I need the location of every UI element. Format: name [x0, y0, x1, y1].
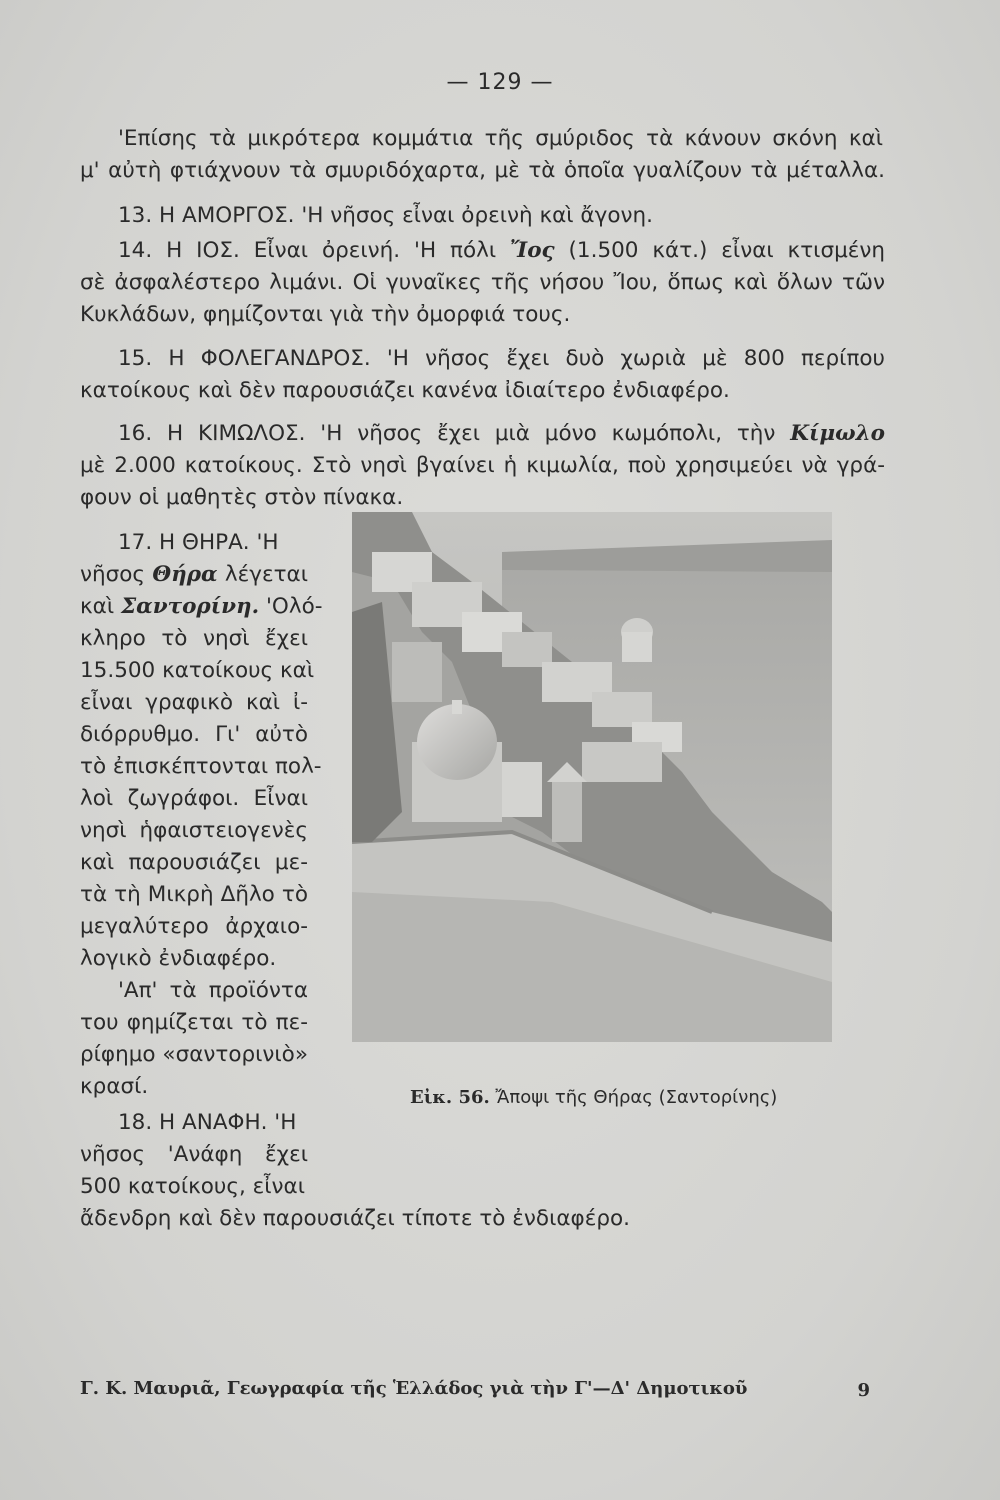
section-anafi-line: 18. Η ΑΝΑΦΗ. 'Η [118, 1110, 297, 1135]
santorini-photo-image [352, 512, 832, 1042]
text-line: καὶ Σαντορίνη. 'Ολό- [80, 594, 323, 619]
text-line: μ' αὐτὴ φτιάχνουν τὰ σμυριδόχαρτα, μὲ τὰ ὁποῖα γυαλίζουν τὰ μέταλλα. [80, 158, 885, 183]
text-line: ἄδενδρη καὶ δὲν παρουσιάζει τίποτε τὸ ἐνδιαφέρο. [80, 1206, 630, 1231]
page-number: — 129 — [446, 70, 554, 95]
text-line: ρίφημο «σαντορινιὸ» [80, 1042, 308, 1067]
sheet-number: 9 [857, 1380, 870, 1401]
text-line: μὲ 2.000 κατοίκους. Στὸ νησὶ βγαίνει ἡ κιμωλία, ποὺ χρησιμεύει νὰ γρά- [80, 453, 885, 478]
section-kimolos-line: 16. Η ΚΙΜΩΛΟΣ. 'Η νῆσος ἔχει μιὰ μόνο κωμόπολι, τὴν Κίμωλο [118, 421, 885, 446]
text-line: του φημίζεται τὸ πε- [80, 1010, 308, 1035]
text-line: 500 κατοίκους, εἶναι [80, 1174, 305, 1199]
santorini-photo [352, 512, 832, 1042]
text-line: σὲ ἀσφαλέστερο λιμάνι. Οἱ γυναῖκες τῆς νήσου Ἴου, ὅπως καὶ ὅλων τῶν [80, 270, 885, 295]
text-line: μεγαλύτερο ἀρχαιο- [80, 914, 308, 939]
section-amorgos: 13. Η ΑΜΟΡΓΟΣ. 'Η νῆσος εἶναι ὀρεινὴ καὶ ἄγονη. [118, 203, 653, 228]
figure-caption: Εἰκ. 56. Ἄποψι τῆς Θήρας (Σαντορίνης) [410, 1087, 778, 1108]
text-line: 'Επίσης τὰ μικρότερα κομμάτια τῆς σμύριδος τὰ κάνουν σκόνη καὶ [118, 126, 883, 151]
text-line: καὶ παρουσιάζει με- [80, 850, 308, 875]
section-ios-line: 14. Η ΙΟΣ. Εἶναι ὀρεινή. 'Η πόλι Ἴος (1.500 κάτ.) εἶναι κτισμένη [118, 238, 886, 263]
text-line: κρασί. [80, 1074, 149, 1099]
text-line: κατοίκους καὶ δὲν παρουσιάζει κανένα ἰδιαίτερο ἐνδιαφέρο. [80, 378, 730, 403]
text-line: τὸ ἐπισκέπτονται πολ- [80, 754, 322, 779]
section-thira-line: 17. Η ΘΗΡΑ. 'Η [118, 530, 279, 555]
text-line: κληρο τὸ νησὶ ἔχει [80, 626, 308, 651]
text-line: εἶναι γραφικὸ καὶ ἰ- [80, 690, 308, 715]
text-line: λογικὸ ἐνδιαφέρο. [80, 946, 277, 971]
text-line: τὰ τὴ Μικρὴ Δῆλο τὸ [80, 882, 308, 907]
text-line: νησὶ ἡφαιστειογενὲς [80, 818, 308, 843]
text-line: διόρρυθμο. Γι' αὐτὸ [80, 722, 308, 747]
text-line: λοὶ ζωγράφοι. Εἶναι [80, 786, 308, 811]
text-line: Κυκλάδων, φημίζονται γιὰ τὴν ὀμορφιά τους. [80, 302, 571, 327]
text-line: νῆσος Θήρα λέγεται [80, 562, 309, 587]
text-line: φουν οἱ μαθητὲς στὸν πίνακα. [80, 485, 404, 510]
section-folegandros: 15. Η ΦΟΛΕΓΑΝΔΡΟΣ. 'Η νῆσος ἔχει δυὸ χωριὰ μὲ 800 περίπου [118, 346, 885, 371]
text-line: 15.500 κατοίκους καὶ [80, 658, 315, 683]
text-line: 'Απ' τὰ προϊόντα [118, 978, 308, 1003]
text-line: νῆσος 'Ανάφη ἔχει [80, 1142, 308, 1167]
page-footer: Γ. Κ. Μαυριᾶ, Γεωγραφία τῆς Ἑλλάδος γιὰ τὴν Γ'—Δ' Δημοτικοῦ [80, 1378, 748, 1399]
